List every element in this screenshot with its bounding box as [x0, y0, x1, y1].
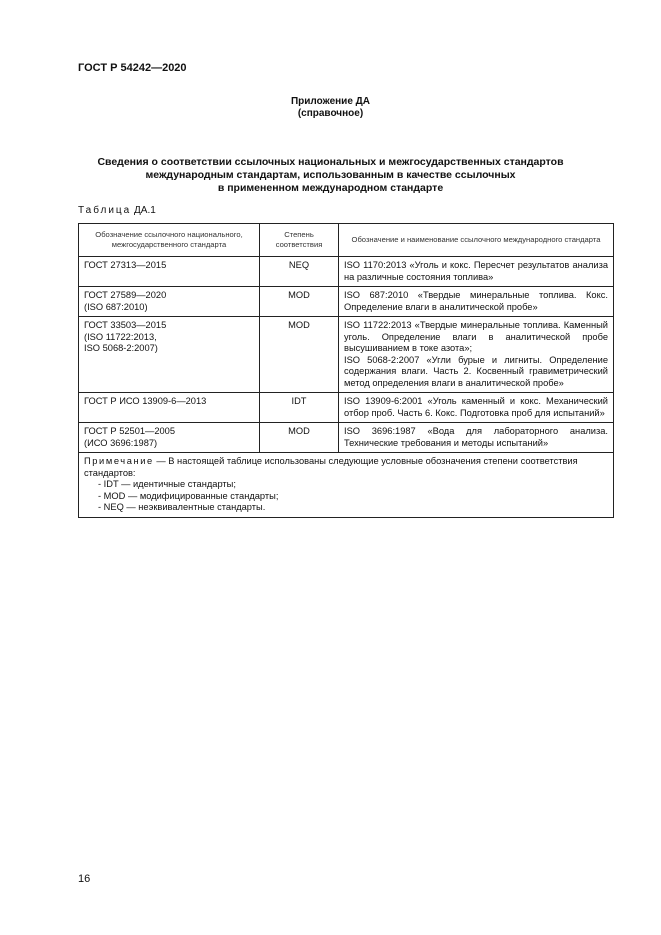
cell-national-standard: ГОСТ 27313—2015	[79, 257, 260, 287]
note-label: Примечание	[84, 456, 154, 466]
cell-international-standard: ISO 687:2010 «Твердые минеральные топлива. Кокс. Определение влаги в аналитической пробе»	[339, 287, 614, 317]
note-intro	[84, 456, 608, 479]
title-line: в примененном международном стандарте	[217, 182, 444, 194]
title-line: международным стандартам, использованным в качестве ссылочных	[145, 169, 516, 181]
cell-national-standard: ГОСТ 27589—2020 (ISO 687:2010)	[79, 287, 260, 317]
table-row	[79, 393, 614, 423]
section-title	[70, 156, 591, 195]
appendix-title: Приложение ДА	[290, 96, 371, 107]
appendix-heading	[78, 96, 583, 120]
note-item: - MOD — модифицированные стандарты;	[98, 490, 279, 501]
page-number: 16	[78, 873, 91, 885]
cell-international-standard: ISO 11722:2013 «Твердые минеральные топлива. Каменный уголь. Определение влаги в аналитической пробе высушиванием в токе азота»; ISO 5068-2:2007 «Угли бурые и лигниты. Определение содержания влаги. Часть 2. Косвенный гравиметрический метод определения влаги в аналитической пробе»	[339, 317, 614, 393]
document-code: ГОСТ Р 54242—2020	[78, 62, 187, 74]
cell-degree: MOD	[260, 287, 339, 317]
cell-national-standard: ГОСТ Р 52501—2005 (ИСО 3696:1987)	[79, 423, 260, 453]
table-caption-number: ДА.1	[134, 205, 156, 216]
cell-international-standard: ISO 1170:2013 «Уголь и кокс. Пересчет результатов анализа на различные состояния топлива»	[339, 257, 614, 287]
header-international-standard: Обозначение и наименование ссылочного международного стандарта	[339, 224, 614, 257]
table-caption	[78, 205, 156, 216]
note-text: — В настоящей таблице использованы следующие условные обозначения степени соответствия стандартов:	[84, 456, 578, 478]
title-line: Сведения о соответствии ссылочных национальных и межгосударственных стандартов	[97, 156, 564, 168]
note-item: - NEQ — неэквивалентные стандарты.	[98, 502, 266, 512]
table-header-row	[79, 224, 614, 257]
cell-international-standard: ISO 13909-6:2001 «Уголь каменный и кокс. Механический отбор проб. Часть 6. Кокс. Подготовка проб для испытаний»	[339, 393, 614, 423]
appendix-subtitle: (справочное)	[297, 108, 364, 119]
cell-national-standard: ГОСТ 33503—2015 (ISO 11722:2013, ISO 5068-2:2007)	[79, 317, 260, 393]
table-note-row	[79, 453, 614, 518]
table-caption-label: Таблица	[78, 205, 132, 216]
table-row	[79, 287, 614, 317]
note-item: - IDT — идентичные стандарты;	[98, 479, 236, 489]
cell-degree: NEQ	[260, 257, 339, 287]
cell-degree: IDT	[260, 393, 339, 423]
table-note	[79, 453, 614, 518]
cell-national-standard: ГОСТ Р ИСО 13909-6—2013	[79, 393, 260, 423]
standards-table	[78, 223, 614, 518]
cell-degree: MOD	[260, 423, 339, 453]
table-row	[79, 317, 614, 393]
cell-international-standard: ISO 3696:1987 «Вода для лабораторного анализа. Технические требования и методы испытаний»	[339, 423, 614, 453]
cell-degree: MOD	[260, 317, 339, 393]
table-row	[79, 257, 614, 287]
header-national-standard: Обозначение ссылочного национального, межгосударственного стандарта	[79, 224, 260, 257]
header-degree: Степень соответствия	[260, 224, 339, 257]
table-row	[79, 423, 614, 453]
